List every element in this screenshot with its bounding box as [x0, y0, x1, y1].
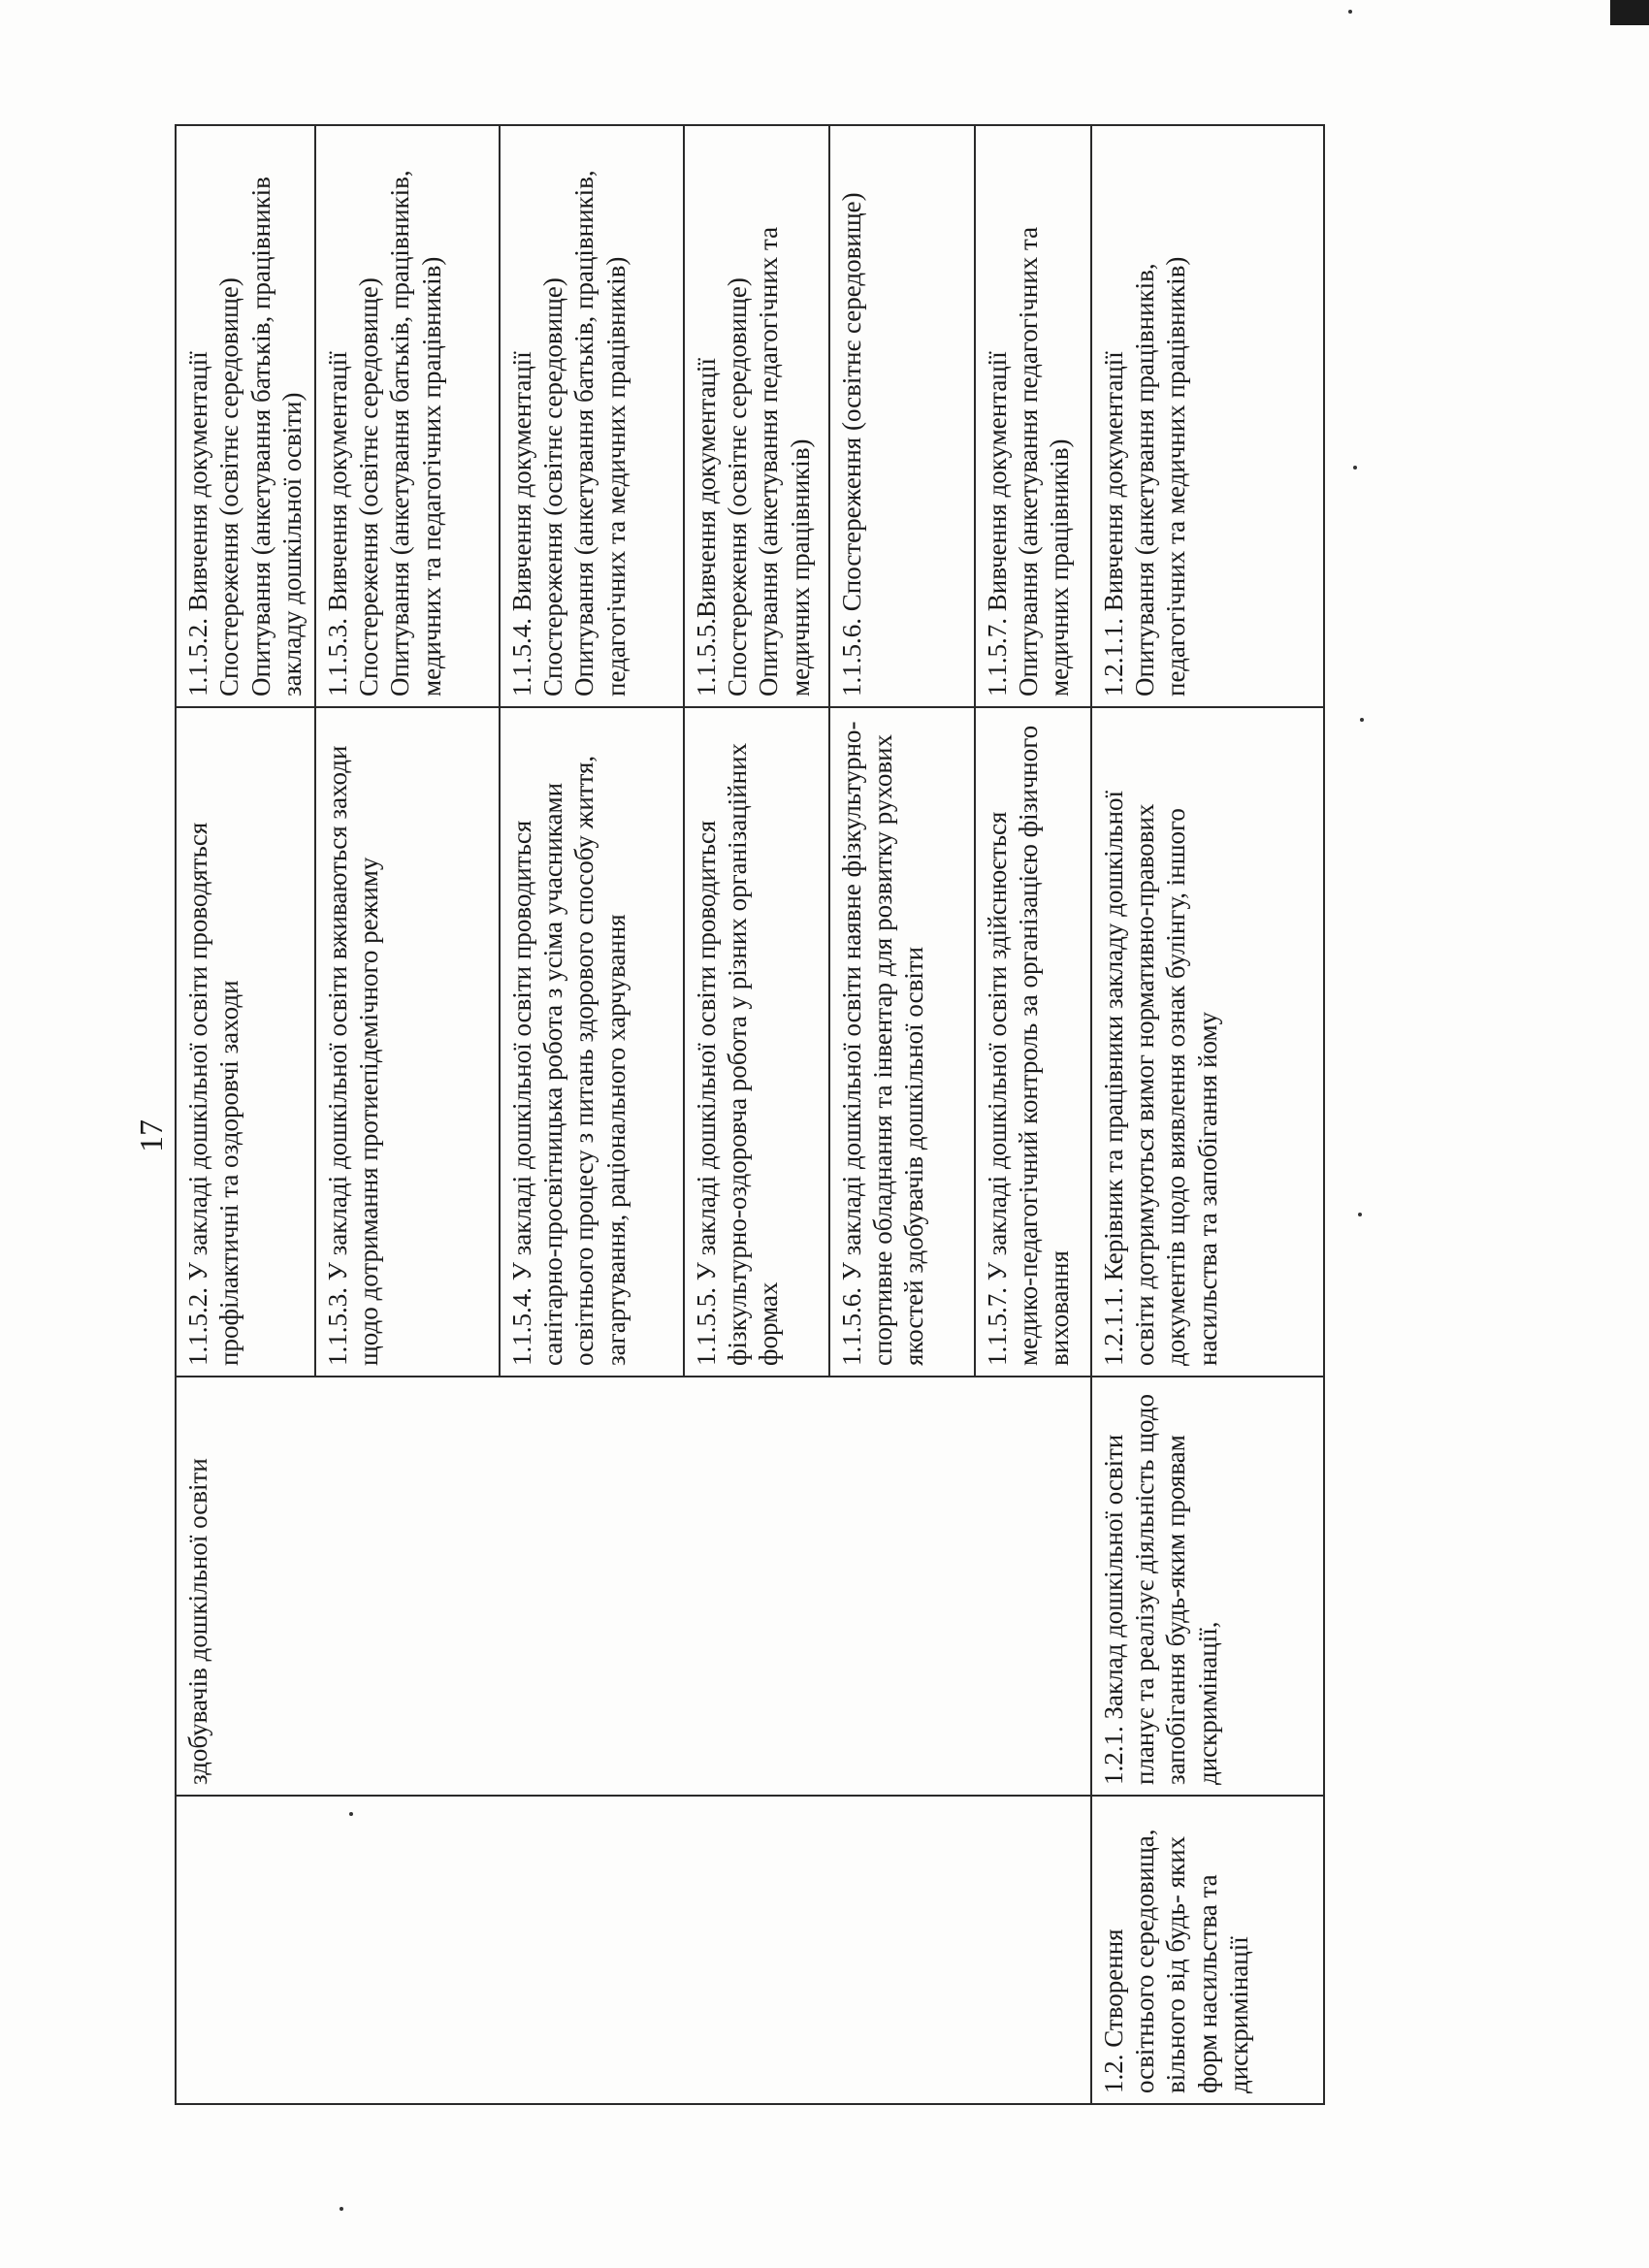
method-line: 1.1.5.3. Вивчення документації	[322, 351, 352, 697]
requirement-cell: здобувачів дошкільної освіти	[176, 1377, 1091, 1796]
scan-speck	[340, 2207, 343, 2211]
scan-speck	[1360, 718, 1364, 722]
method-line: 1.1.5.7. Вивчення документації	[982, 351, 1012, 697]
method-line: 1.2.1.1. Вивчення документації	[1098, 351, 1128, 697]
criterion-cell: 1.2.1.1. Керівник та працівники закладу дошкільної освіти дотримуються вимог нормативно-правових документів щодо виявлення ознак булінгу, іншого насильства та запобігання йому	[1091, 707, 1324, 1377]
method-line: Спостереження (освітнє середовище)	[214, 277, 244, 697]
requirement-cell: 1.2.1. Заклад дошкільної освіти планує та реалізує діяльність щодо запобігання будь-яким проявам дискримінації,	[1091, 1377, 1324, 1796]
method-line: Опитування (анкетування батьків, працівників, педагогічних та медичних працівників)	[569, 170, 630, 697]
method-line: Спостереження (освітнє середовище)	[537, 277, 567, 697]
method-line: 1.1.5.2. Вивчення документації	[183, 351, 212, 697]
criterion-cell: 1.1.5.7. У закладі дошкільної освіти здійснюється медико-педагогічний контроль за організацією фізичного виховання	[975, 707, 1091, 1377]
table-row	[176, 125, 315, 2104]
methods-cell	[829, 125, 975, 707]
method-line: 1.1.5.5.Вивчення документації	[691, 357, 721, 697]
area-cell: 1.2. Створення освітнього середовища, вільного від будь- яких форм насильства та дискримінації	[1091, 1796, 1324, 2104]
criterion-cell: 1.1.5.2. У закладі дошкільної освіти проводяться профілактичні та оздоровчі заходи	[176, 707, 315, 1377]
methods-cell	[684, 125, 829, 707]
methods-cell	[500, 125, 684, 707]
method-line: Опитування (анкетування педагогічних та медичних працівників)	[754, 226, 815, 697]
scan-edge-mark	[1610, 0, 1649, 25]
scan-speck	[1358, 1213, 1362, 1216]
scan-speck	[1353, 466, 1357, 470]
methods-cell	[1091, 125, 1324, 707]
evaluation-table	[175, 124, 1325, 2105]
area-cell	[176, 1796, 1091, 2104]
evaluation-table-rotated	[175, 126, 1319, 2105]
method-line: Опитування (анкетування працівників, педагогічних та медичних працівників)	[1129, 256, 1191, 697]
method-line: 1.1.5.6. Спостереження (освітнє середовище)	[836, 192, 866, 697]
method-line: Опитування (анкетування батьків, працівників закладу дошкільної освіти)	[245, 177, 307, 697]
method-line: Спостереження (освітнє середовище)	[353, 277, 383, 697]
method-line: Опитування (анкетування педагогічних та медичних працівників)	[1013, 226, 1075, 697]
table-row	[1091, 125, 1324, 2104]
criterion-cell: 1.1.5.4. У закладі дошкільної освіти проводиться санітарно-просвітницька робота з усіма учасниками освітнього процесу з питань здорового способу життя, загартування, раціонального харчування	[500, 707, 684, 1377]
scan-speck	[1348, 10, 1352, 14]
methods-cell	[176, 125, 315, 707]
criterion-cell: 1.1.5.5. У закладі дошкільної освіти проводиться фізкультурно-оздоровча робота у різних організаційних формах	[684, 707, 829, 1377]
criterion-cell: 1.1.5.3. У закладі дошкільної освіти вживаються заходи щодо дотримання протиепідемічного режиму	[315, 707, 500, 1377]
methods-cell	[975, 125, 1091, 707]
method-line: Спостереження (освітнє середовище)	[722, 277, 752, 697]
method-line: Опитування (анкетування батьків, працівників, медичних та педагогічних працівників)	[385, 170, 446, 697]
methods-cell	[315, 125, 500, 707]
page-number: 17	[134, 1119, 170, 1152]
criterion-cell: 1.1.5.6. У закладі дошкільної освіти наявне фізкультурно-спортивне обладнання та інвентар для розвитку рухових якостей здобувачів дошкільної освіти	[829, 707, 975, 1377]
method-line: 1.1.5.4. Вивчення документації	[506, 351, 536, 697]
